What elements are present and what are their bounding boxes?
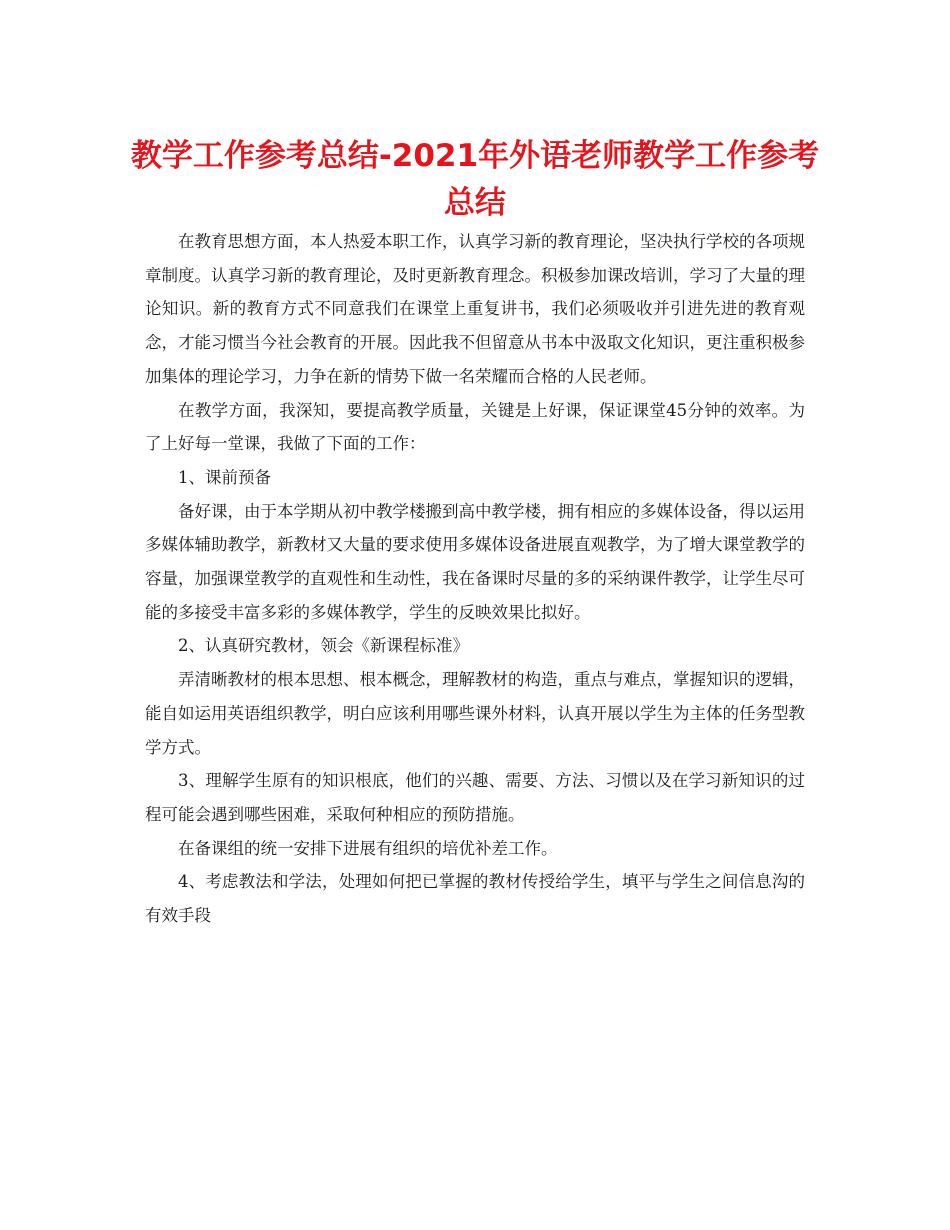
paragraph: 3、理解学生原有的知识根底，他们的兴趣、需要、方法、习惯以及在学习新知识的过程可能会遇到哪些困难，采取何种相应的预防措施。 xyxy=(145,771,805,824)
document-body xyxy=(145,225,805,933)
paragraph: 备好课，由于本学期从初中教学楼搬到高中教学楼，拥有相应的多媒体设备，得以运用多媒体辅助教学，新教材又大量的要求使用多媒体设备进展直观教学，为了增大课堂教学的容量，加强课堂教学的直观性和生动性，我在备课时尽量的多的采纳课件教学，让学生尽可能的多接受丰富多彩的多媒体教学，学生的反映效果比拟好。 xyxy=(145,501,805,622)
paragraph: 弄清晰教材的根本思想、根本概念，理解教材的构造，重点与难点，掌握知识的逻辑，能自如运用英语组织教学，明白应该利用哪些课外材料，认真开展以学生为主体的任务型教学方式。 xyxy=(145,670,805,757)
document-title: 教学工作参考总结-2021年外语老师教学工作参考总结 xyxy=(130,138,820,221)
paragraph: 在备课组的统一安排下进展有组织的培优补差工作。 xyxy=(178,838,558,858)
paragraph: 4、考虑教法和学法，处理如何把已掌握的教材传授给学生，填平与学生之间信息沟的有效手段 xyxy=(145,872,805,926)
paragraph: 在教学方面，我深知，要提高教学质量，关键是上好课，保证课堂45分钟的效率。为了上好每一堂课，我做了下面的工作： xyxy=(145,400,805,454)
paragraph: 在教育思想方面，本人热爱本职工作，认真学习新的教育理论，坚决执行学校的各项规章制度。认真学习新的教育理论，及时更新教育理念。积极参加课改培训，学习了大量的理论知识。新的教育方式不同意我们在课堂上重复讲书，我们必须吸收并引进先进的教育观念，才能习惯当今社会教育的开展。因此我不但留意从书本中汲取文化知识，更注重积极参加集体的理论学习，力争在新的情势下做一名荣耀而合格的人民老师。 xyxy=(145,232,805,386)
section-heading: 2、认真研究教材，领会《新课程标准》 xyxy=(178,636,469,656)
section-heading: 1、课前预备 xyxy=(178,467,271,487)
